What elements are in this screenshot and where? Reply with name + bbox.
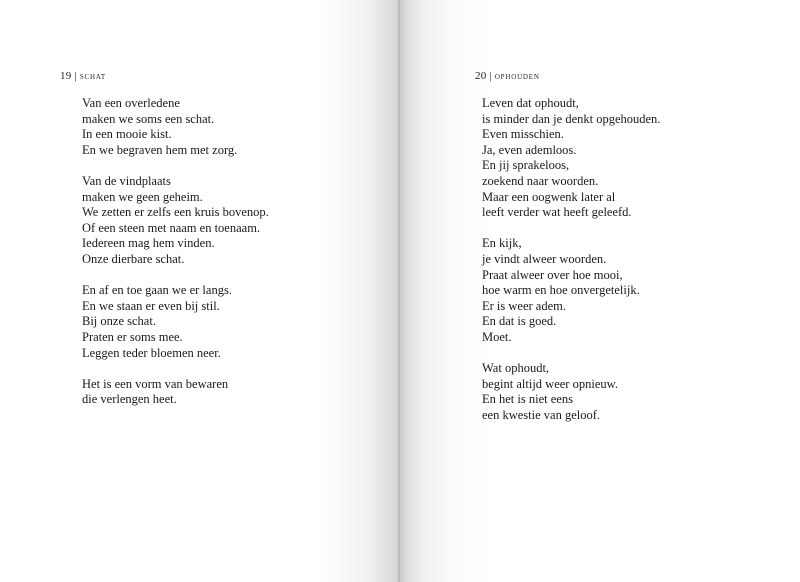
poem-line: Van een overledene [82, 96, 180, 110]
poem-line: Leven dat ophoudt, [482, 96, 579, 110]
poem-line: Er is weer adem. [482, 298, 566, 313]
poem-line: die verlengen heet. [82, 392, 177, 407]
poem-line: En kijk, [482, 236, 522, 251]
poem-line: Ja, even ademloos. [482, 142, 577, 157]
stanza [82, 96, 269, 158]
poem-line: Het is een vorm van bewaren [82, 376, 229, 391]
poem-line: leeft verder wat heeft geleefd. [482, 205, 632, 220]
poem-line: een kwestie van geloof. [482, 407, 601, 422]
stanza [482, 361, 660, 423]
poem-text [82, 96, 269, 423]
poem-line: Maar een oogwenk later al [482, 189, 616, 204]
running-head-right [475, 70, 540, 82]
poem-line: En we staan er even bij stil. [82, 298, 220, 313]
stanza [82, 377, 269, 408]
running-head-separator: | [489, 70, 492, 82]
poem-line: We zetten er zelfs een kruis bovenop. [82, 205, 269, 220]
poem-line: Van de vindplaats [82, 173, 171, 188]
running-head-left [60, 70, 106, 82]
poem-text [482, 96, 660, 439]
poem-line: En we begraven hem met zorg. [82, 142, 238, 157]
poem-line: En jij sprakeloos, [482, 158, 570, 173]
poem-line: Leggen teder bloemen neer. [82, 345, 221, 360]
page-number: 19 [60, 70, 72, 82]
page-number: 20 [475, 70, 487, 82]
poem-line: Wat ophoudt, [482, 361, 550, 376]
stanza [482, 96, 660, 221]
poem-line: hoe warm en hoe onvergetelijk. [482, 283, 640, 298]
stanza [482, 236, 660, 345]
poem-line: Even misschien. [482, 127, 564, 142]
poem-line: maken we geen geheim. [82, 189, 203, 204]
book-gutter [398, 0, 400, 582]
poem-line: zoekend naar woorden. [482, 173, 599, 188]
right-page [399, 0, 800, 582]
poem-line: Praten er soms mee. [82, 329, 183, 344]
poem-line: En dat is goed. [482, 314, 557, 329]
stanza [82, 174, 269, 268]
poem-line: En af en toe gaan we er langs. [82, 283, 232, 298]
running-head-separator: | [74, 70, 77, 82]
poem-line: Praat alweer over hoe mooi, [482, 267, 623, 282]
section-title: ophouden [494, 71, 540, 82]
poem-line: begint altijd weer opnieuw. [482, 376, 618, 391]
poem-line: Bij onze schat. [82, 314, 156, 329]
poem-line: is minder dan je denkt opgehouden. [482, 111, 661, 126]
stanza [82, 283, 269, 361]
poem-line: Iedereen mag hem vinden. [82, 236, 215, 251]
poem-line: maken we soms een schat. [82, 111, 215, 126]
poem-line: je vindt alweer woorden. [482, 251, 607, 266]
left-page [0, 0, 399, 582]
poem-line: En het is niet eens [482, 392, 573, 407]
poem-line: Of een steen met naam en toenaam. [82, 220, 261, 235]
section-title: schat [79, 71, 106, 82]
poem-line: In een mooie kist. [82, 127, 172, 142]
poem-line: Moet. [482, 329, 512, 344]
poem-line: Onze dierbare schat. [82, 251, 185, 266]
